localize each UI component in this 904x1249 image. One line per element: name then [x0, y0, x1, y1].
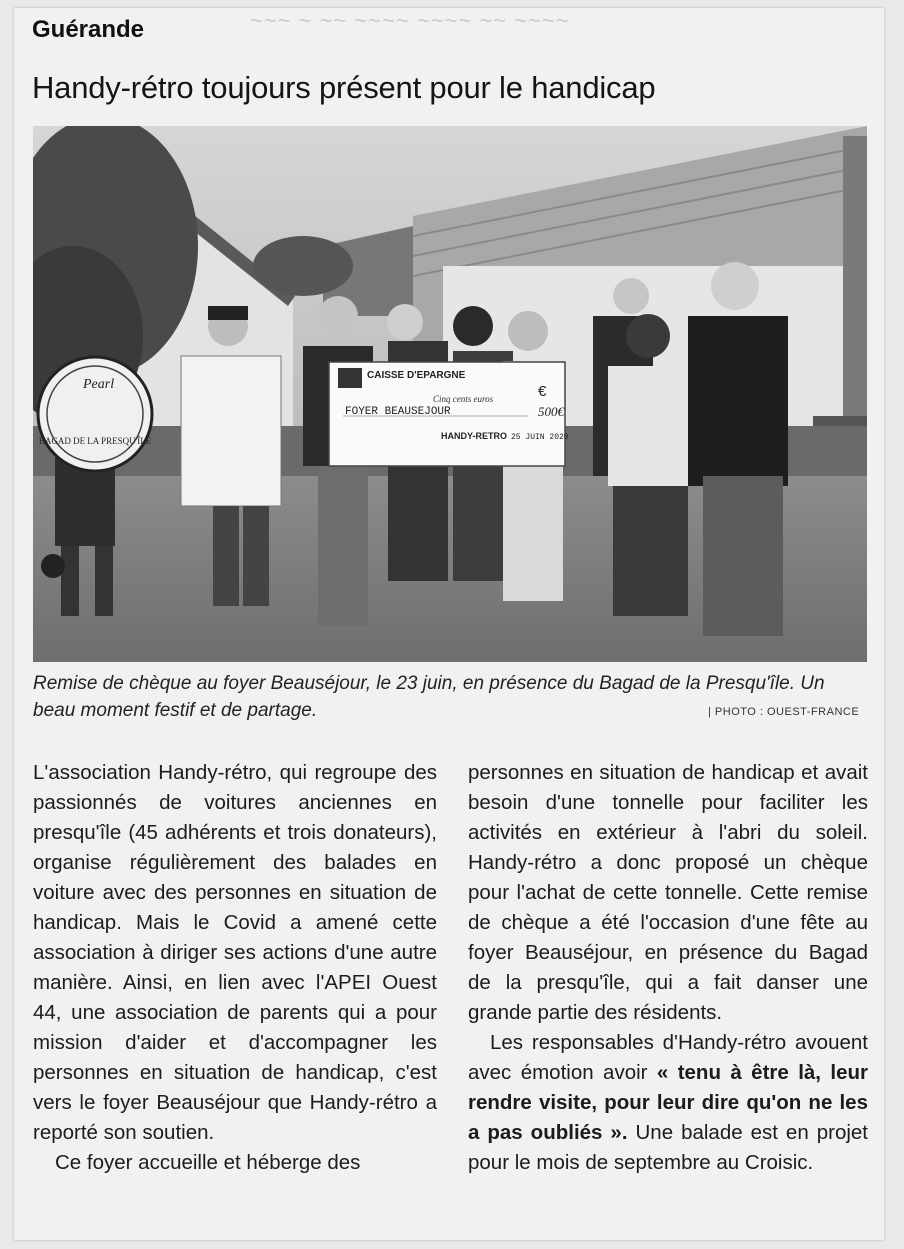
drum-text: BAGAD DE LA PRESQU'ÎLE: [38, 436, 152, 446]
cheque-currency: €: [538, 383, 547, 400]
photo-credit: | PHOTO : OUEST-FRANCE: [708, 706, 860, 718]
photo-caption: Remise de chèque au foyer Beauséjour, le 23 juin, en présence du Bagad de la Presqu'île. Un beau moment festif et de partage.: [33, 673, 825, 721]
article-column-left: [33, 758, 437, 1178]
cheque: [329, 362, 569, 466]
paragraph: [468, 1028, 868, 1178]
cheque-payee: FOYER BEAUSEJOUR: [345, 406, 451, 418]
cheque-amount: 500€: [538, 404, 564, 419]
cheque-date: 25 JUIN 2020: [511, 433, 569, 442]
paragraph: L'association Handy-rétro, qui regroupe des passionnés de voitures anciennes en presqu'île (45 adhérents et trois donateurs), organise régulièrement des balades en voiture avec des personnes en situation de handicap. Mais le Covid a amené cette association à diriger ses actions d'une autre manière. Ainsi, en lien avec l'APEI Ouest 44, une association de parents qui a pour mission d'aider et d'accompagner les personnes en situation de handicap, c'est vers le foyer Beauséjour que Handy-rétro a reporté son soutien.: [33, 761, 437, 1144]
cheque-words: Cinq cents euros: [433, 394, 494, 404]
paragraph: personnes en situation de handicap et avait besoin d'une tonnelle pour faciliter les activités en extérieur à l'abri du soleil. Handy-rétro a donc proposé un chèque pour l'achat de cette tonnelle. Cette remise de chèque a été l'occasion d'une fête au foyer Beauséjour, en présence du Bagad de la presqu'île, qui a fait danser une grande partie des résidents.: [468, 761, 868, 1024]
paragraph: Ce foyer accueille et héberge des: [55, 1151, 361, 1174]
drum-brand: Pearl: [83, 377, 115, 392]
bleed-through-text: ~~~ ~ ~~ ~~~~ ~~~~ ~~ ~~~~: [250, 8, 570, 33]
section-title: Guérande: [32, 16, 145, 43]
article-column-right: [468, 758, 868, 1178]
quote-intro: Les responsables d'Handy-rétro avouent avec émotion avoir: [468, 1031, 868, 1084]
quote-outro: Une balade est en projet pour le mois de septembre au Croisic.: [468, 1121, 868, 1174]
article-headline: Handy-rétro toujours présent pour le handicap: [32, 70, 656, 105]
article-photo: [33, 126, 867, 662]
quote-text: « tenu à être là, leur rendre visite, pour leur dire qu'on ne les a pas oubliés ».: [468, 1061, 868, 1144]
cheque-signer: HANDY-RETRO: [441, 431, 508, 441]
cheque-bank: CAISSE D'EPARGNE: [367, 370, 466, 381]
